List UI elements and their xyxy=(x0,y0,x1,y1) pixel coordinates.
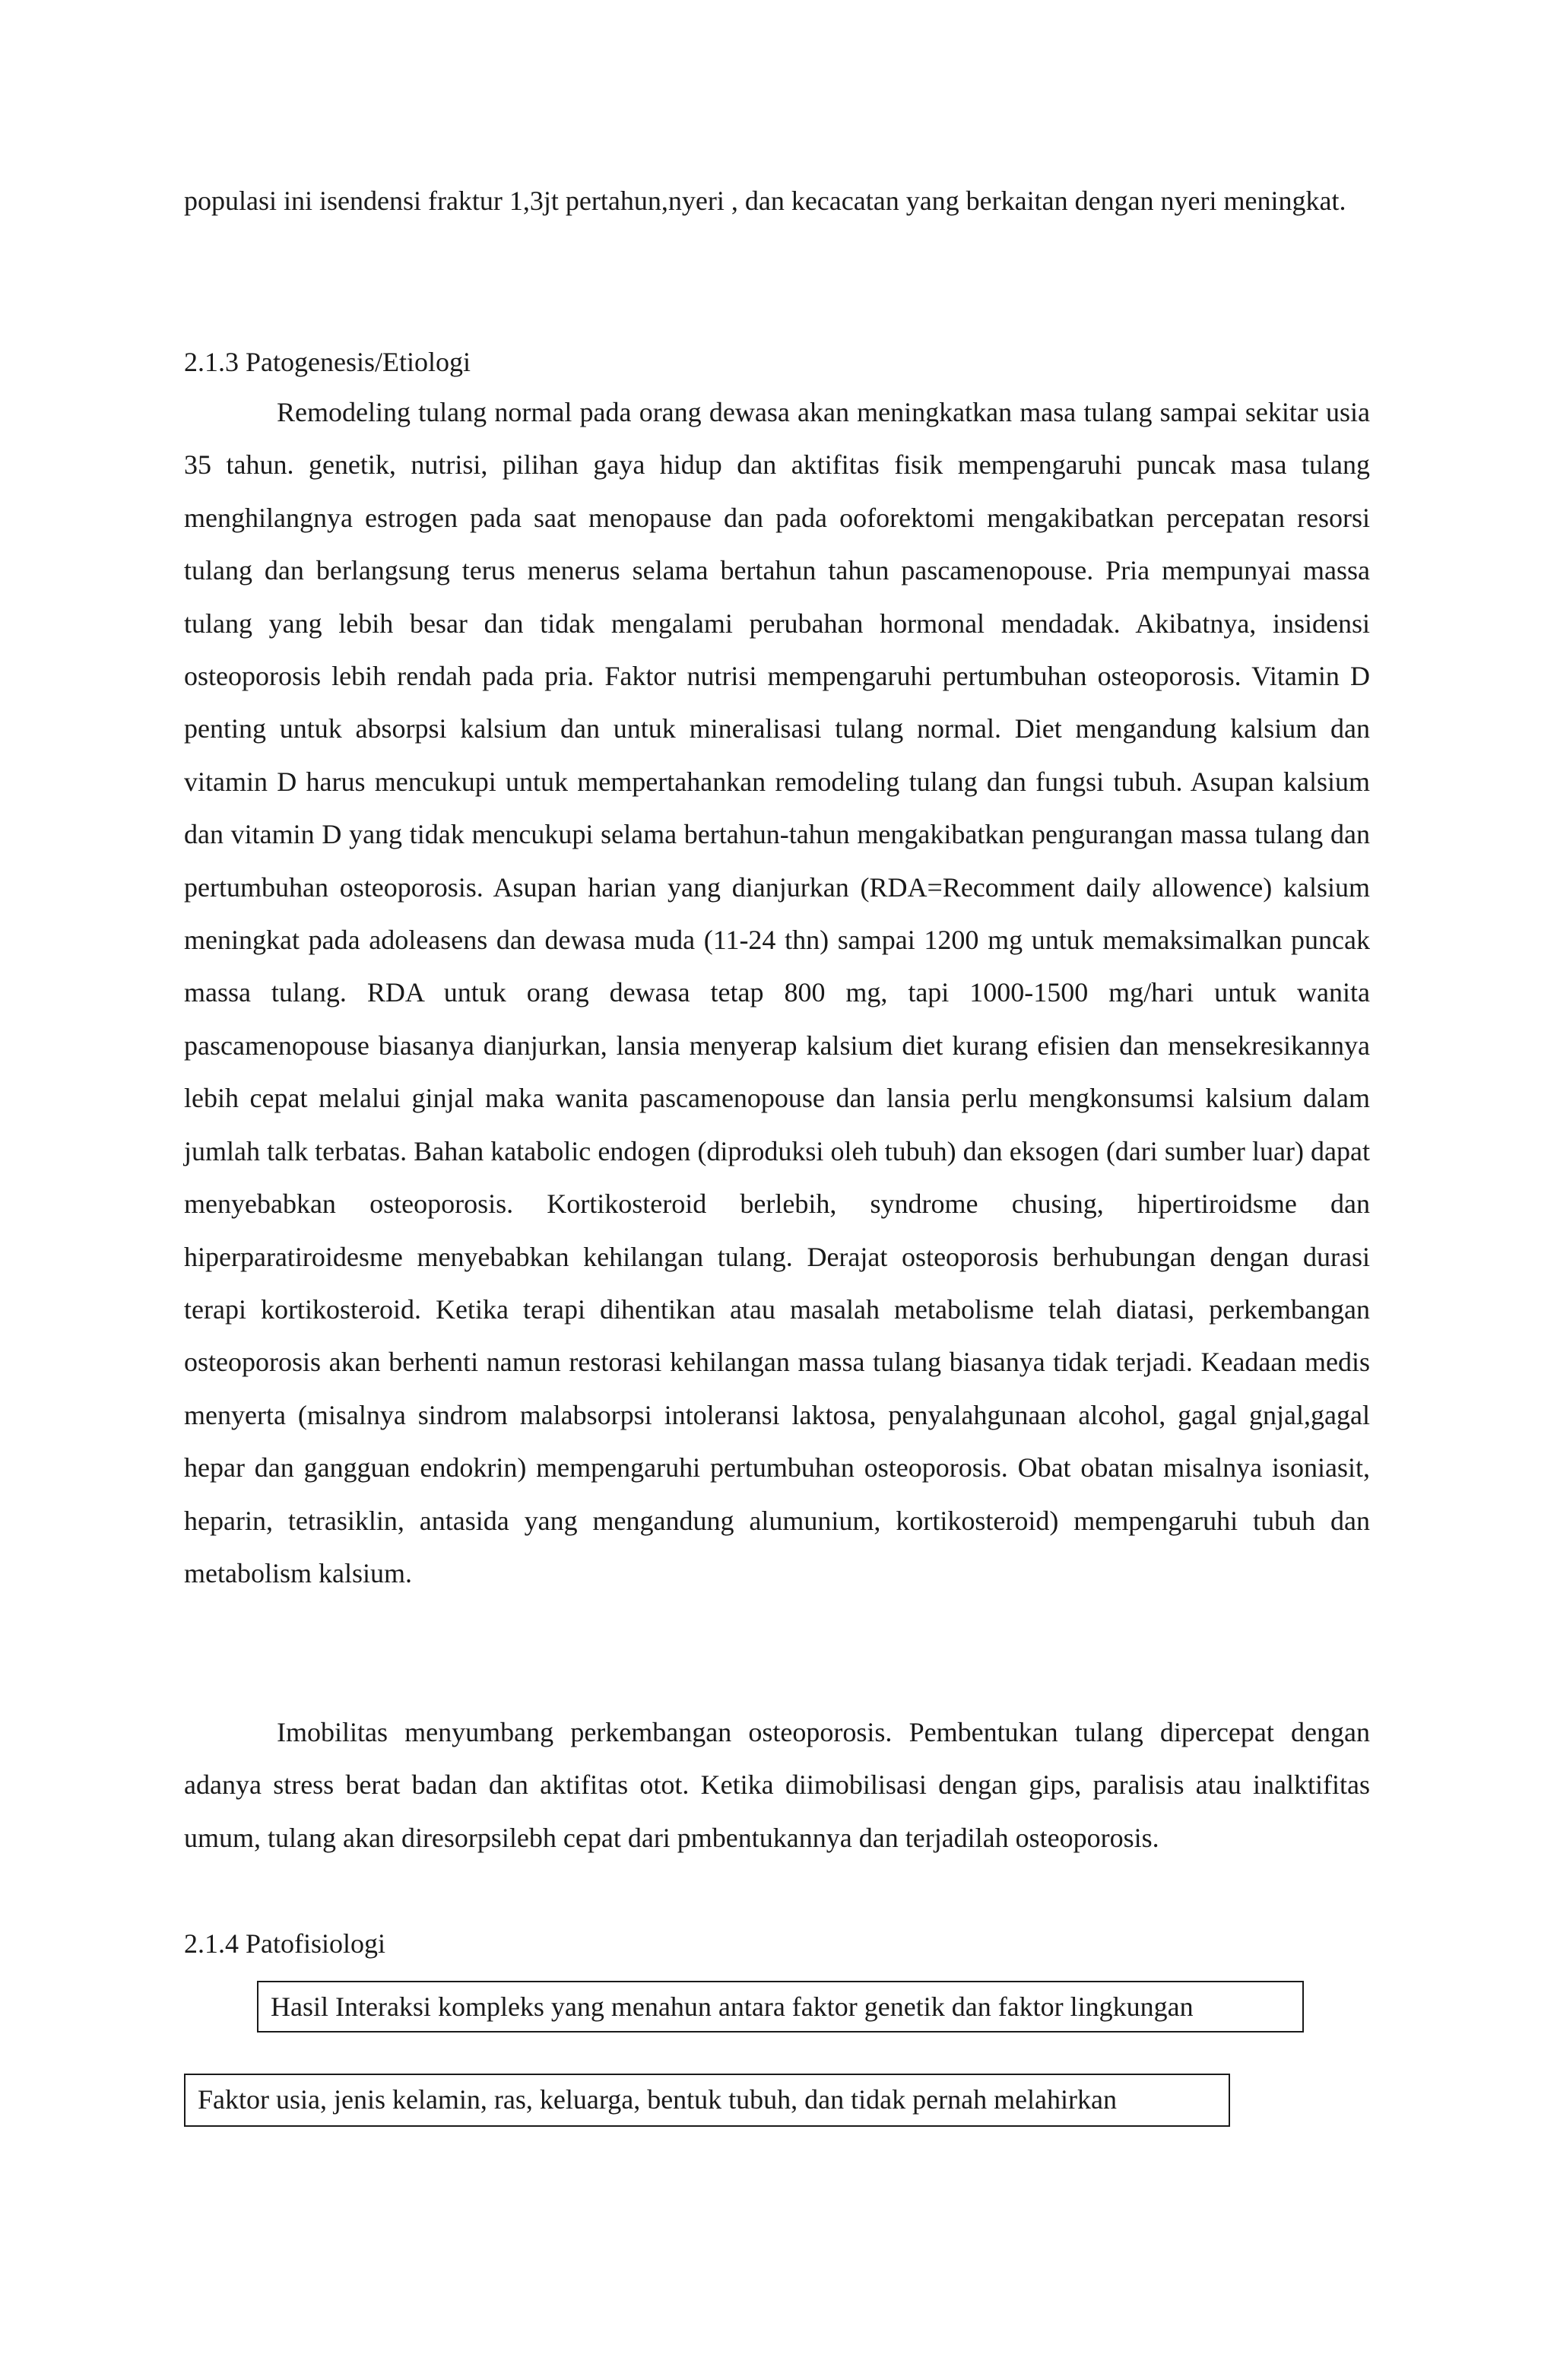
intro-paragraph: populasi ini isendensi fraktur 1,3jt pertahun,nyeri , dan kecacatan yang berkaitan dengan nyeri meningkat. xyxy=(184,186,1346,216)
flow-box-faktor: Faktor usia, jenis kelamin, ras, keluarga, bentuk tubuh, dan tidak pernah melahirkan xyxy=(184,2074,1230,2127)
section-heading-patofisiologi: 2.1.4 Patofisiologi xyxy=(184,1928,386,1959)
paragraph-imobilitas: Imobilitas menyumbang perkembangan osteoporosis. Pembentukan tulang dipercepat dengan adanya stress berat badan dan aktifitas otot. Ketika diimobilisasi dengan gips, paralisis atau inalktifitas umum, tulang akan diresorpsilebh cepat dari pmbentukannya dan terjadilah osteoporosis. xyxy=(184,1717,1370,1853)
paragraph-remodeling: Remodeling tulang normal pada orang dewasa akan meningkatkan masa tulang sampai sekitar usia 35 tahun. genetik, nutrisi, pilihan gaya hidup dan aktifitas fisik mempengaruhi puncak masa tulang menghilangnya estrogen pada saat menopause dan pada ooforektomi mengakibatkan percepatan resorsi tulang dan berlangsung terus menerus selama bertahun tahun pascamenopouse. Pria mempunyai massa tulang yang lebih besar dan tidak mengalami perubahan hormonal mendadak. Akibatnya, insidensi osteoporosis lebih rendah pada pria. Faktor nutrisi mempengaruhi pertumbuhan osteoporosis. Vitamin D penting untuk absorpsi kalsium dan untuk mineralisasi tulang normal. Diet mengandung kalsium dan vitamin D harus mencukupi untuk mempertahankan remodeling tulang dan fungsi tubuh. Asupan kalsium dan vitamin D yang tidak mencukupi selama bertahun-tahun mengakibatkan pengurangan massa tulang dan pertumbuhan osteoporosis. Asupan harian yang dianjurkan (RDA=Recomment daily allowence) kalsium meningkat pada adoleasens dan dewasa muda (11-24 thn) sampai 1200 mg untuk memaksimalkan puncak massa tulang. RDA untuk orang dewasa tetap 800 mg, tapi 1000-1500 mg/hari untuk wanita pascamenopouse biasanya dianjurkan, lansia menyerap kalsium diet kurang efisien dan mensekresikannya lebih cepat melalui ginjal maka wanita pascamenopouse dan lansia perlu mengkonsumsi kalsium dalam jumlah talk terbatas. Bahan katabolic endogen (diproduksi oleh tubuh) dan eksogen (dari sumber luar) dapat menyebabkan osteoporosis. Kortikosteroid berlebih, syndrome chusing, hipertiroidsme dan hiperparatiroidesme menyebabkan kehilangan tulang. Derajat osteoporosis berhubungan dengan durasi terapi kortikosteroid. Ketika terapi dihentikan atau masalah metabolisme telah diatasi, perkembangan osteoporosis akan berhenti namun restorasi kehilangan massa tulang biasanya tidak terjadi. Keadaan medis menyerta (misalnya sindrom malabsorpsi intoleransi laktosa, penyalahgunaan alcohol, gagal gnjal,gagal hepar dan gangguan endokrin) mempengaruhi pertumbuhan osteoporosis. Obat obatan misalnya isoniasit, heparin, tetrasiklin, antasida yang mengandung alumunium, kortikosteroid) mempengaruhi tubuh dan metabolism kalsium. xyxy=(184,397,1370,1588)
section-heading-patogenesis: 2.1.3 Patogenesis/Etiologi xyxy=(184,347,471,377)
flow-box-interaksi: Hasil Interaksi kompleks yang menahun antara faktor genetik dan faktor lingkungan xyxy=(257,1981,1304,2033)
